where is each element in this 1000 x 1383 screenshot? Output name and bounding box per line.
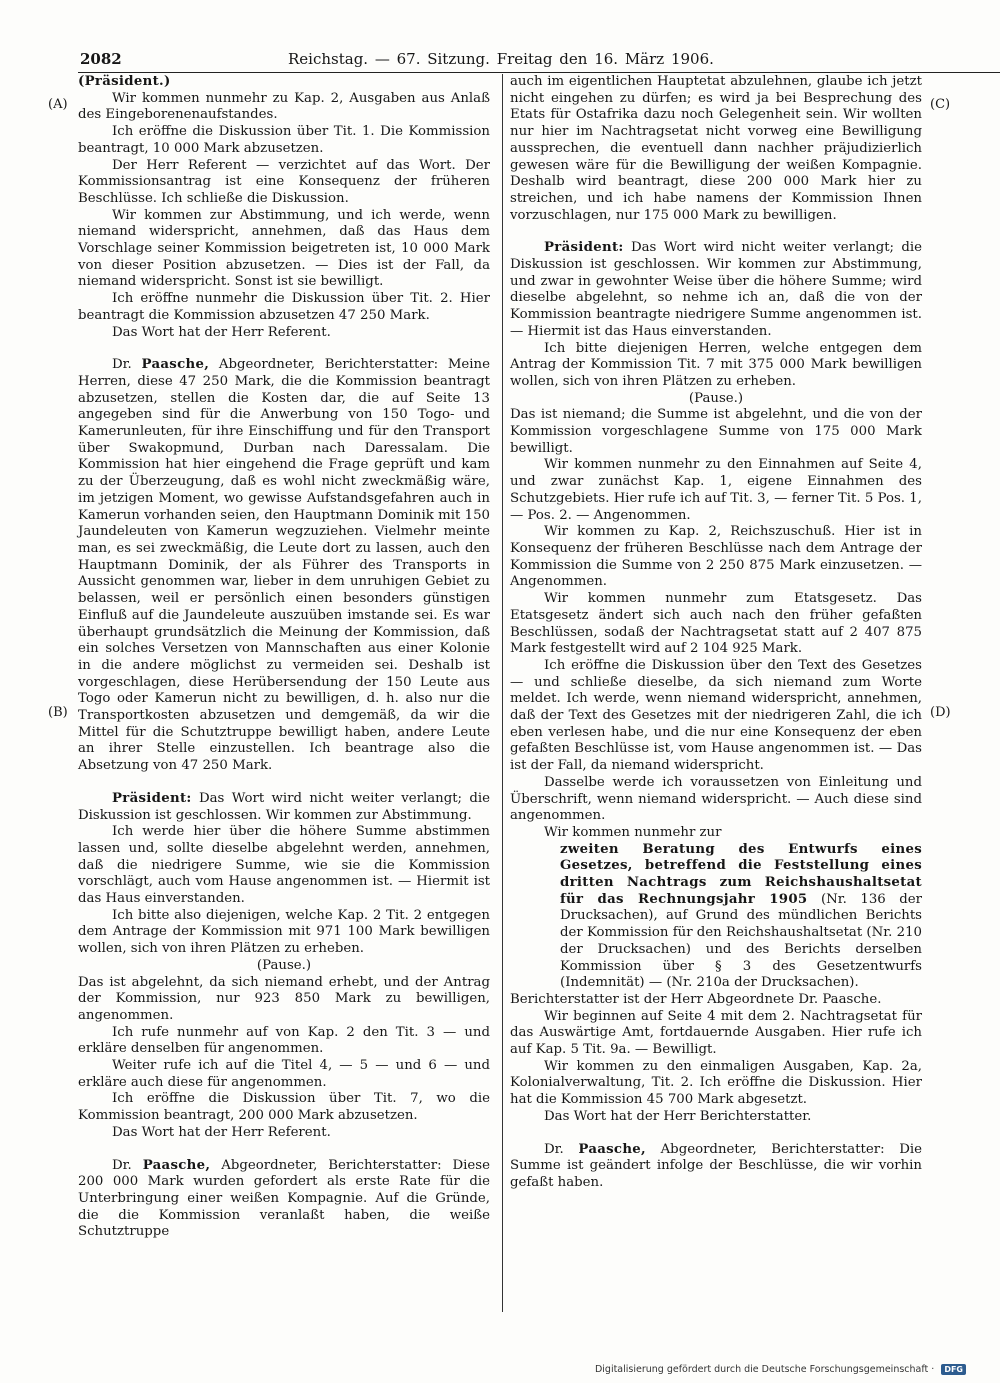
paragraph: Das Wort hat der Herr Referent.	[112, 324, 331, 340]
running-title: Reichstag. — 67. Sitzung. Freitag den 16. März 1906.	[288, 50, 714, 68]
page-number: 2082	[80, 50, 122, 68]
speech-paasche	[510, 1142, 922, 1192]
paragraph: Ich rufe nunmehr auf von Kap. 2 den Tit. 3 — und erkläre denselben für angenommen.	[78, 1024, 490, 1057]
header-rule	[78, 72, 1000, 73]
paragraph: Ich eröffne die Diskussion über Tit. 7, wo die Kommission beantragt, 200 000 Mark abzusetzen.	[78, 1091, 490, 1124]
speaker-role: Abgeordneter, Berichterstatter:	[221, 1157, 442, 1173]
dfg-logo: DFG	[941, 1364, 966, 1375]
speech-paasche	[78, 357, 490, 775]
speech-praesident	[510, 240, 922, 340]
paragraph: Das Wort wird nicht weiter verlangt; die Diskussion ist geschlossen. Wir kommen zur Abstimmung.	[78, 790, 490, 823]
speech-paasche	[78, 1158, 490, 1242]
paragraph: Meine Herren, diese 47 250 Mark, die die Kommission beantragt abzusetzen, stellen die Kosten dar, die auf Seite 13 angegeben sind für die Anwerbung von 150 Togo- und Kamerunleuten, für ihre Einschiffung und für den Transport über Swakopmund, Durban nach Daressalam. Die Kommission hat hier eingehend die Frage geprüft und kam zu der Überzeugung, daß es wohl nicht zweckmäßig wäre, im jetzigen Moment, wo gewisse Aufstandsgefahren auch in Kamerun vorhanden seien, den Hauptmann Dominik mit 150 Jaundeleuten von Kamerun wegzuziehen. Vielmehr meinte man, es sei zweckmäßig, die Leute dort zu lassen, auch den Hauptmann Dominik, der als Führer des Transports in Aussicht genommen war, lieber in dem unruhigen Gebiet zu belassen, weil er persönlich einen besonders günstigen Einfluß auf die Jaundeleute auszuüben imstande sei. Es war überhaupt grundsätzlich die Meinung der Kommission, daß ein solches Versetzen von Mannschaften aus einer Kolonie in die andere möglichst zu vermeiden sei. Deshalb ist vorgeschlagen, diese Herübersendung der 150 Leute aus Togo oder Kamerun nicht zu bewilligen, d. h. also nur die Transportkosten abzusetzen und demgemäß, da wir die Mittel für die Schutztruppe bewilligt haben, andere Leute an ihrer Stelle einzustellen. Ich beantrage also die Absetzung von 47 250 Mark.	[78, 357, 490, 774]
page-header	[78, 48, 1000, 72]
paragraph: Das Wort hat der Herr Referent.	[112, 1124, 331, 1140]
paragraph: Ich eröffne die Diskussion über Tit. 1. Die Kommission beantragt, 10 000 Mark abzusetzen.	[78, 124, 490, 156]
paragraph: Die Summe ist geändert infolge der Beschlüsse, die wir vorhin gefaßt haben.	[510, 1141, 922, 1190]
speaker-header: (Präsident.)	[78, 74, 171, 89]
margin-mark-a: (A)	[48, 97, 68, 112]
pause-note: (Pause.)	[688, 390, 744, 406]
digitization-footer	[595, 1364, 966, 1375]
paragraph: Wir kommen nunmehr zu Kap. 2, Ausgaben aus Anlaß des Eingeborenenaufstandes.	[78, 90, 490, 123]
paragraph: Ich eröffne die Diskussion über den Text des Gesetzes — und schließe dieselbe, da sich niemand zum Worte meldet. Ich werde, wenn niemand widerspricht, annehmen, daß der Text des Gesetzes mit der niedrigeren Zahl, die ich eben verlesen habe, und die nur eine Konsequenz der eben gefaßten Beschlüsse ist, vom Hause angenommen ist. — Das ist der Fall, da niemand widerspricht.	[510, 657, 922, 774]
paragraph: Das Wort wird nicht weiter verlangt; die Diskussion ist geschlossen. Wir kommen zur Abstimmung, und zwar in gewohnter Weise über die höhere Summe; wird dieselbe abgelehnt, so nehme ich an, daß die von der Kommission beantragte niedrigere Summe angenommen ist. — Hiermit ist das Haus einverstanden.	[510, 240, 922, 339]
margin-mark-c: (C)	[930, 97, 951, 112]
speaker-role: Abgeordneter, Berichterstatter:	[660, 1141, 885, 1157]
paragraph: Wir kommen zu den einmaligen Ausgaben, Kap. 2a, Kolonialverwaltung, Tit. 2. Ich eröffne die Diskussion. Hier hat die Kommission 45 700 Mark abgesetzt.	[510, 1058, 922, 1108]
speaker-name: Paasche,	[142, 1157, 211, 1173]
footer-text: Digitalisierung gefördert durch die Deutsche Forschungsgemeinschaft ·	[594, 1364, 935, 1375]
paragraph: Wir kommen nunmehr zur	[544, 824, 722, 840]
paragraph: Ich eröffne nunmehr die Diskussion über Tit. 2. Hier beantragt die Kommission abzusetzen 47 250 Mark.	[78, 291, 490, 323]
paragraph: Wir kommen zur Abstimmung, und ich werde, wenn niemand widerspricht, annehmen, daß das Haus dem Vorschlage seiner Kommission beigetreten ist, 10 000 Mark von dieser Position abzusetzen. — Dies ist der Fall, da niemand widerspricht. Sonst ist sie bewilligt.	[78, 207, 490, 290]
paragraph: Ich werde hier über die höhere Summe abstimmen lassen und, sollte dieselbe abgelehnt werden, annehmen, daß die niedrigere Summe, wie sie die Kommission vorschlägt, auch vom Hause angenommen ist. — Hiermit ist das Haus einverstanden.	[78, 824, 490, 907]
margin-mark-b: (B)	[48, 705, 68, 720]
speaker-dr: Dr.	[112, 1157, 132, 1173]
right-column	[510, 74, 922, 1192]
paragraph: Ich bitte also diejenigen, welche Kap. 2 Tit. 2 entgegen dem Antrage der Kommission mit 971 100 Mark bewilligen wollen, sich von ihren Plätzen zu erheben.	[78, 907, 490, 957]
praesident-label: Präsident:	[544, 240, 624, 256]
paragraph: Das ist niemand; die Summe ist abgelehnt, und die von der Kommission vorgeschlagene Summe von 175 000 Mark bewilligt.	[510, 407, 922, 456]
praesident-label: Präsident:	[112, 790, 192, 806]
speaker-dr: Dr.	[112, 357, 132, 373]
paragraph: Wir kommen zu Kap. 2, Reichszuschuß. Hier ist in Konsequenz der früheren Beschlüsse nach dem Antrage der Kommission die Summe von 2 250 875 Mark einzusetzen. — Angenommen.	[510, 524, 922, 590]
paragraph: Diese 200 000 Mark wurden gefordert als erste Rate für die Unterbringung einer weißen Kompagnie. Auf die Gründe, die die Kommission veranlaßt haben, die weiße Schutztruppe	[78, 1157, 490, 1240]
speaker-name: Paasche,	[141, 357, 210, 373]
speaker-dr: Dr.	[544, 1141, 564, 1157]
paragraph: auch im eigentlichen Hauptetat abzulehnen, glaube ich jetzt nicht eingehen zu dürfen; es wird ja bei Besprechung des Etats für Ostafrika dazu noch Gelegenheit sein. Wir wollten nur hier im Nachtragsetat nicht vorweg eine Bewilligung aussprechen, die eventuell dann nachher präjudizierlich gewesen wäre für die Bewilligung der weißen Kompagnie. Deshalb wird beantragt, diese 200 000 Mark hier zu streichen, und ich habe namens der Kommission Ihnen vorzuschlagen, nur 175 000 Mark zu bewilligen.	[510, 74, 922, 223]
left-column	[78, 74, 490, 1241]
speech-praesident	[78, 791, 490, 824]
paragraph: Das ist abgelehnt, da sich niemand erhebt, und der Antrag der Kommission, nur 923 850 Mark zu bewilligen, angenommen.	[78, 974, 490, 1023]
paragraph: Dasselbe werde ich voraussetzen von Einleitung und Überschrift, wenn niemand widerspricht. — Auch diese sind angenommen.	[510, 774, 922, 824]
paragraph: Wir kommen nunmehr zu den Einnahmen auf Seite 4, und zwar zunächst Kap. 1, eigene Einnahmen des Schutzgebiets. Hier rufe ich auf Tit. 3, — ferner Tit. 5 Pos. 1, — Pos. 2. — Angenommen.	[510, 457, 922, 523]
paragraph: Ich bitte diejenigen Herren, welche entgegen dem Antrag der Kommission Tit. 7 mit 375 000 Mark bewilligen wollen, sich von ihren Plätzen zu erheben.	[510, 340, 922, 389]
pause-note: (Pause.)	[256, 957, 312, 973]
agenda-item	[510, 842, 922, 992]
agenda-details: (Nr. 136 der Drucksachen), auf Grund des mündlichen Berichts der Kommission für den Reichshaushaltsetat (Nr. 210 der Drucksachen) und des Berichts derselben Kommission über § 3 des Gesetzentwurfs (Indemnität) — (Nr. 210a der Drucksachen).	[560, 891, 922, 991]
paragraph: Das Wort hat der Herr Berichterstatter.	[544, 1108, 812, 1124]
paragraph: Berichterstatter ist der Herr Abgeordnete Dr. Paasche.	[510, 991, 882, 1007]
paragraph: Der Herr Referent — verzichtet auf das Wort. Der Kommissionsantrag ist eine Konsequenz der früheren Beschlüsse. Ich schließe die Diskussion.	[78, 157, 490, 206]
column-separator	[502, 74, 503, 1312]
margin-mark-d: (D)	[930, 705, 951, 720]
agenda-title: zweiten Beratung des Entwurfs eines Gesetzes, betreffend die Feststellung eines dritten Nachtrags zum Reichshaushaltsetat für das Rechnungsjahr 1905	[560, 841, 922, 907]
paragraph: Weiter rufe ich auf die Titel 4, — 5 — und 6 — und erkläre auch diese für angenommen.	[78, 1058, 490, 1090]
paragraph: Wir beginnen auf Seite 4 mit dem 2. Nachtragsetat für das Auswärtige Amt, fortdauernde Ausgaben. Hier rufe ich auf Kap. 5 Tit. 9a. — Bewilligt.	[510, 1008, 922, 1058]
speaker-name: Paasche,	[578, 1141, 646, 1157]
speaker-role: Abgeordneter, Berichterstatter:	[218, 357, 439, 373]
paragraph: Wir kommen nunmehr zum Etatsgesetz. Das Etatsgesetz ändert sich auch nach den früher gefaßten Beschlüssen, sodaß der Nachtragsetat statt auf 2 407 875 Mark festgestellt wird auf 2 104 925 Mark.	[510, 591, 922, 657]
